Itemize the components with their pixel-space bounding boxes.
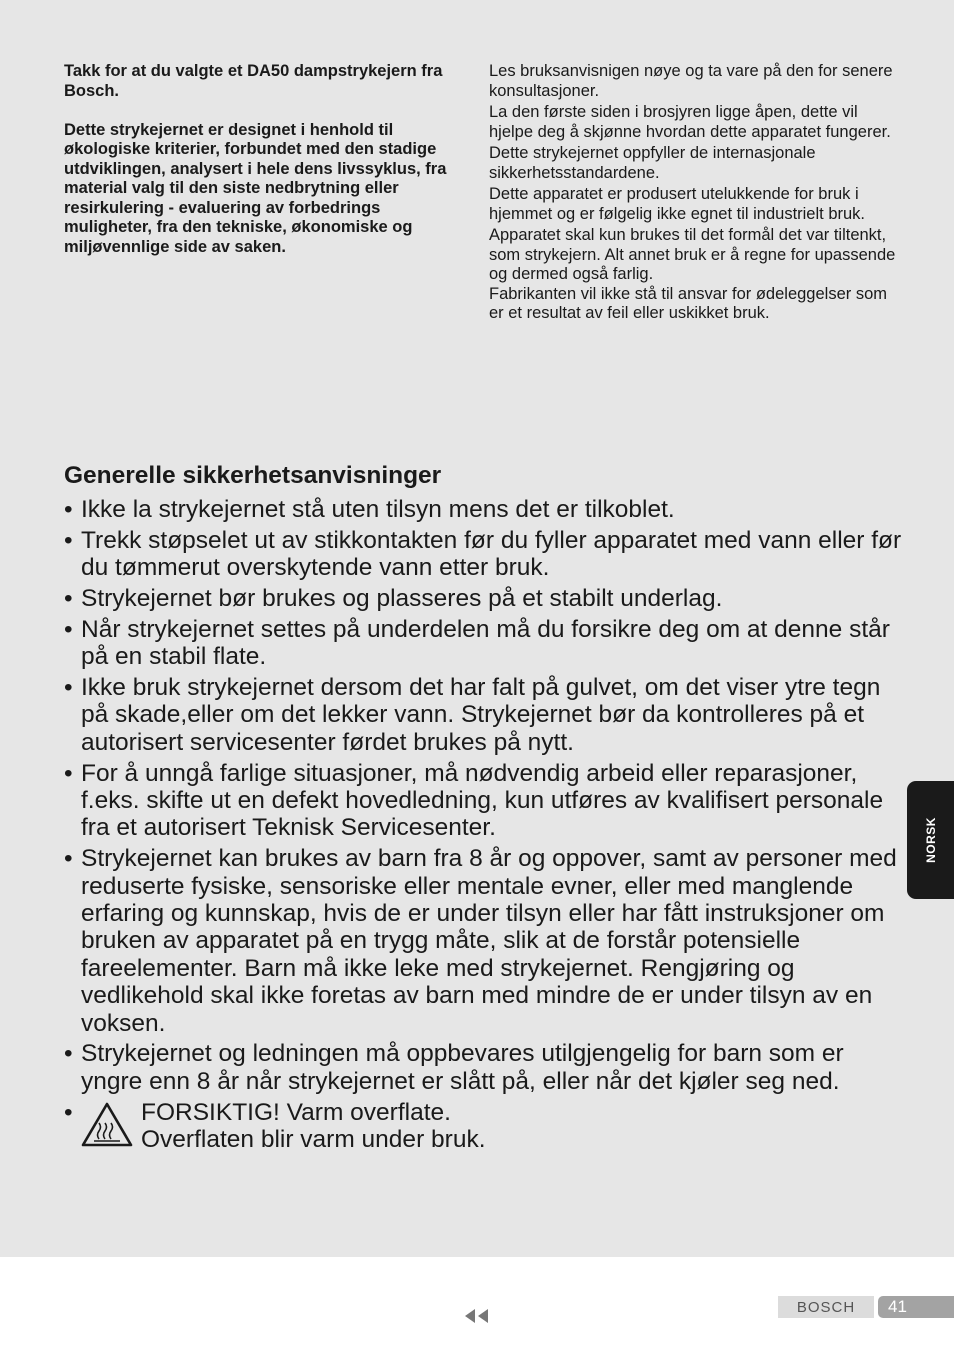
intro-right-paragraph-1: Les bruksanvisnigen nøye og ta vare på den for senere konsultasjoner.	[489, 62, 893, 100]
page-number: 41	[878, 1296, 954, 1318]
safety-item	[64, 760, 904, 842]
safety-item-text: Når strykejernet settes på underdelen må du forsikre deg om at denne står på en stabil flate.	[81, 615, 890, 671]
brand-label: BOSCH	[778, 1296, 874, 1318]
language-tab-label: NORSK	[923, 817, 938, 863]
intro-right-paragraph-5: Apparatet skal kun brukes til det formål det var tiltenkt, som strykejern. Alt annet bruk er å regne for upassende og dermed også farlig. Fabrikanten vil ikke stå til ansvar for ødeleggelser som er et resultat av feil eller uskikket bruk.	[489, 226, 896, 322]
safety-item-text: Ikke bruk strykejernet dersom det har falt på gulvet, om det viser ytre tegn på skade,eller om det lekker vann. Strykejernet bør da kontrolleres på et autorisert servicesenter førdet brukes på nytt.	[81, 674, 881, 756]
intro-left-column	[64, 62, 459, 277]
safety-item	[64, 616, 904, 671]
intro-eco-design: Dette strykejernet er designet i henhold til økologiske kriterier, forbundet med den stadige utdviklingen, analysert i hele dens livssyklus, fra material valg til den siste nedbrytning eller resirkulering - evaluering av forbedrings muligheter, fra den tekniske, økonomiske og miljøvennlige side av saken.	[64, 120, 447, 256]
bullet: •	[64, 674, 73, 701]
safety-section	[64, 460, 904, 1157]
hot-surface-warning-icon	[81, 1101, 133, 1149]
safety-item	[64, 496, 904, 523]
bullet: •	[64, 526, 73, 554]
safety-item-text: Strykejernet kan brukes av barn fra 8 år og oppover, samt av personer med reduserte fysiske, sensoriske eller mentale evner, eller med manglende erfaring og kunnskap, hvis de er under tilsyn eller har fått instruksjoner om bruken av apparatet på en trygg måte, slik at de forstår potensielle fareelementer. Barn må ikke leke med strykejernet. Rengjøring og vedlikehold skal ikke foretas av barn med mindre de er under tilsyn av en voksen.	[81, 845, 897, 1037]
safety-item	[64, 585, 904, 612]
bullet: •	[64, 1098, 73, 1126]
double-left-arrow-icon	[463, 1307, 493, 1325]
intro-right-paragraph-4: Dette apparatet er produsert utelukkende for bruk i hjemmet og er følgelig ikke egnet til industrielt bruk.	[489, 185, 866, 223]
bullet: •	[64, 496, 73, 523]
safety-item	[64, 674, 904, 756]
intro-right-paragraph-2: La den første siden i brosjyren ligge åpen, dette vil hjelpe deg å skjønne hvordan dette apparatet fungerer.	[489, 103, 891, 141]
previous-page-button[interactable]	[463, 1307, 493, 1325]
safety-item-text: Ikke la strykejernet stå uten tilsyn mens det er tilkoblet.	[81, 496, 675, 523]
intro-right-column	[489, 62, 899, 326]
safety-item-text: Strykejernet bør brukes og plasseres på et stabilt underlag.	[81, 585, 723, 612]
bullet: •	[64, 845, 73, 873]
safety-item-text: Strykejernet og ledningen må oppbevares utilgjengelig for barn som er yngre enn 8 år når strykejernet er slått på, eller når det kjøler seg ned.	[81, 1040, 844, 1095]
safety-title: Generelle sikkerhetsanvisninger	[64, 462, 442, 489]
warning-row	[81, 1099, 904, 1154]
bullet: •	[64, 1040, 73, 1068]
warning-line-1: FORSIKTIG! Varm overflate.	[141, 1098, 451, 1126]
warning-line-2: Overflaten blir varm under bruk.	[141, 1126, 486, 1154]
language-tab	[907, 781, 954, 899]
safety-item-text: Trekk støpselet ut av stikkontakten før du fyller apparatet med vann eller før du tømmerut overskytende vann etter bruk.	[81, 526, 902, 582]
safety-item	[64, 527, 904, 582]
intro-thanks: Takk for at du valgte et DA50 dampstrykejern fra Bosch.	[64, 62, 443, 100]
safety-warning-item	[64, 1099, 904, 1154]
safety-list	[64, 496, 904, 1153]
intro-right-paragraph-3: Dette strykejernet oppfyller de internasjonale sikkerhetsstandardene.	[489, 144, 816, 182]
bullet: •	[64, 759, 73, 787]
safety-item	[64, 845, 904, 1037]
bullet: •	[64, 585, 73, 612]
safety-item	[64, 1040, 904, 1095]
bullet: •	[64, 615, 73, 643]
safety-item-text: For å unngå farlige situasjoner, må nødvendig arbeid eller reparasjoner, f.eks. skifte ut en defekt hovedledning, kun utføres av kvalifisert personale fra et autorisert Teknisk Servicesenter.	[81, 759, 884, 842]
warning-text	[141, 1099, 486, 1154]
